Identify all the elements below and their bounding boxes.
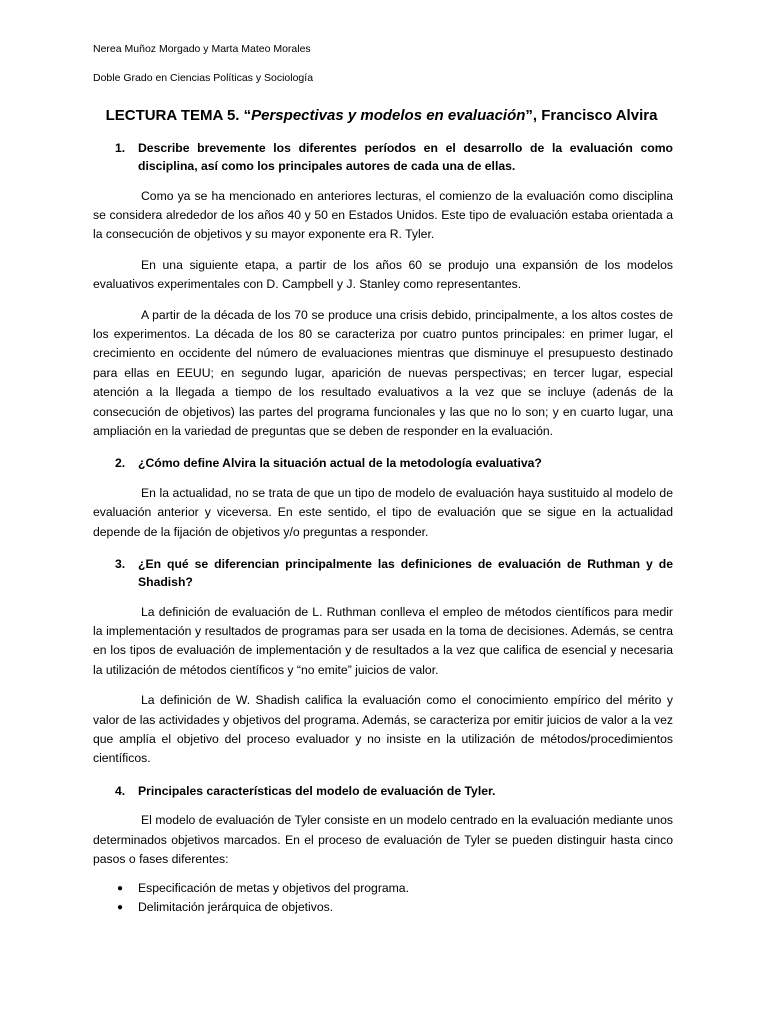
paragraph: El modelo de evaluación de Tyler consiste en un modelo centrado en la evaluación mediante unos determinados objetivos marcados. En el proceso de evaluación de Tyler se pueden distinguir hasta cinco pasos o fases diferentes: xyxy=(93,813,673,866)
question-text: Principales características del modelo de evaluación de Tyler. xyxy=(138,783,496,798)
question-4 xyxy=(93,782,673,800)
header-authors: Nerea Muñoz Morgado y Marta Mateo Morales xyxy=(93,43,311,55)
question-number: 2. xyxy=(115,456,126,471)
question-number: 3. xyxy=(115,556,126,571)
list-item xyxy=(93,898,673,917)
paragraph: La definición de evaluación de L. Ruthman conlleva el empleo de métodos científicos para medir la implementación y resultados de programas para ser usada en la toma de decisiones. Además, se centra en los tipos de evaluación de implementación y de resultados a la vez que califica de esencial y necesaria la utilización de métodos científicos y “no emite” juicios de valor. xyxy=(93,604,673,677)
question-text: ¿Cómo define Alvira la situación actual de la metodología evaluativa? xyxy=(138,456,542,471)
paragraph: En la actualidad, no se trata de que un tipo de modelo de evaluación haya sustituido al modelo de evaluación anterior y viceversa. En este sentido, el tipo de evaluación que se sigue en la actualidad depende de la fijación de objetivos y/o preguntas a responder. xyxy=(93,485,673,539)
paragraph: La definición de W. Shadish califica la evaluación como el conocimiento empírico del mérito y valor de las actividades y objetivos del programa. Además, se caracteriza por emitir juicios de valor a la vez que amplía el objetivo del proceso evaluador y no insiste en la utilización de métodos/procedimientos científicos. xyxy=(93,693,673,766)
question-number: 4. xyxy=(115,783,126,798)
question-number: 1. xyxy=(115,141,126,155)
list-item-text: Delimitación jerárquica de objetivos. xyxy=(138,900,334,915)
title-suffix: ”, Francisco Alvira xyxy=(525,107,658,124)
list-item-text: Especificación de metas y objetivos del programa. xyxy=(138,881,409,896)
question-1 xyxy=(93,139,673,176)
title-prefix: LECTURA TEMA 5. “ xyxy=(105,107,252,124)
paragraph: A partir de la década de los 70 se produce una crisis debido, principalmente, a los altos costes de los experimentos. La década de los 80 se caracteriza por cuatro puntos principales: en primer lugar, el crecimiento en occidente del número de evaluaciones mientras que disminuye el presupuesto destinado para ellas en EEUU; en segundo lugar, aparición de nuevas perspectivas; en tercer lugar, especial atención a la llegada a tiempo de los resultado evaluativos a la vez que se incluye (adenás de la consecución de objetivos) las partes del programa funcionales y las que no lo son; y en cuarto lugar, una ampliación en la variedad de preguntas que se deben de responder en la evaluación. xyxy=(93,307,673,439)
bullet-list xyxy=(93,879,673,917)
paragraph: En una siguiente etapa, a partir de los años 60 se produjo una expansión de los modelos evaluativos experimentales con D. Campbell y J. Stanley como representantes. xyxy=(93,257,673,292)
document-title xyxy=(90,106,673,126)
question-text: ¿En qué se diferencian principalmente las definiciones de evaluación de Ruthman y de Shadish? xyxy=(138,556,673,590)
paragraph: Como ya se ha mencionado en anteriores lecturas, el comienzo de la evaluación como disciplina se considera alrededor de los años 40 y 50 en Estados Unidos. Este tipo de evaluación estaba orientada a la consecución de objetivos y su mayor exponente era R. Tyler. xyxy=(93,188,673,242)
bullet-icon: ● xyxy=(117,902,124,914)
bullet-icon: ● xyxy=(117,883,124,895)
question-3 xyxy=(93,555,673,592)
list-item xyxy=(93,879,673,898)
header-degree: Doble Grado en Ciencias Políticas y Sociología xyxy=(93,72,314,84)
question-text: Describe brevemente los diferentes períodos en el desarrollo de la evaluación como disciplina, así como los principales autores de cada una de ellas. xyxy=(138,141,673,174)
title-italic: Perspectivas y modelos en evaluación xyxy=(251,107,526,124)
question-2 xyxy=(93,454,673,472)
